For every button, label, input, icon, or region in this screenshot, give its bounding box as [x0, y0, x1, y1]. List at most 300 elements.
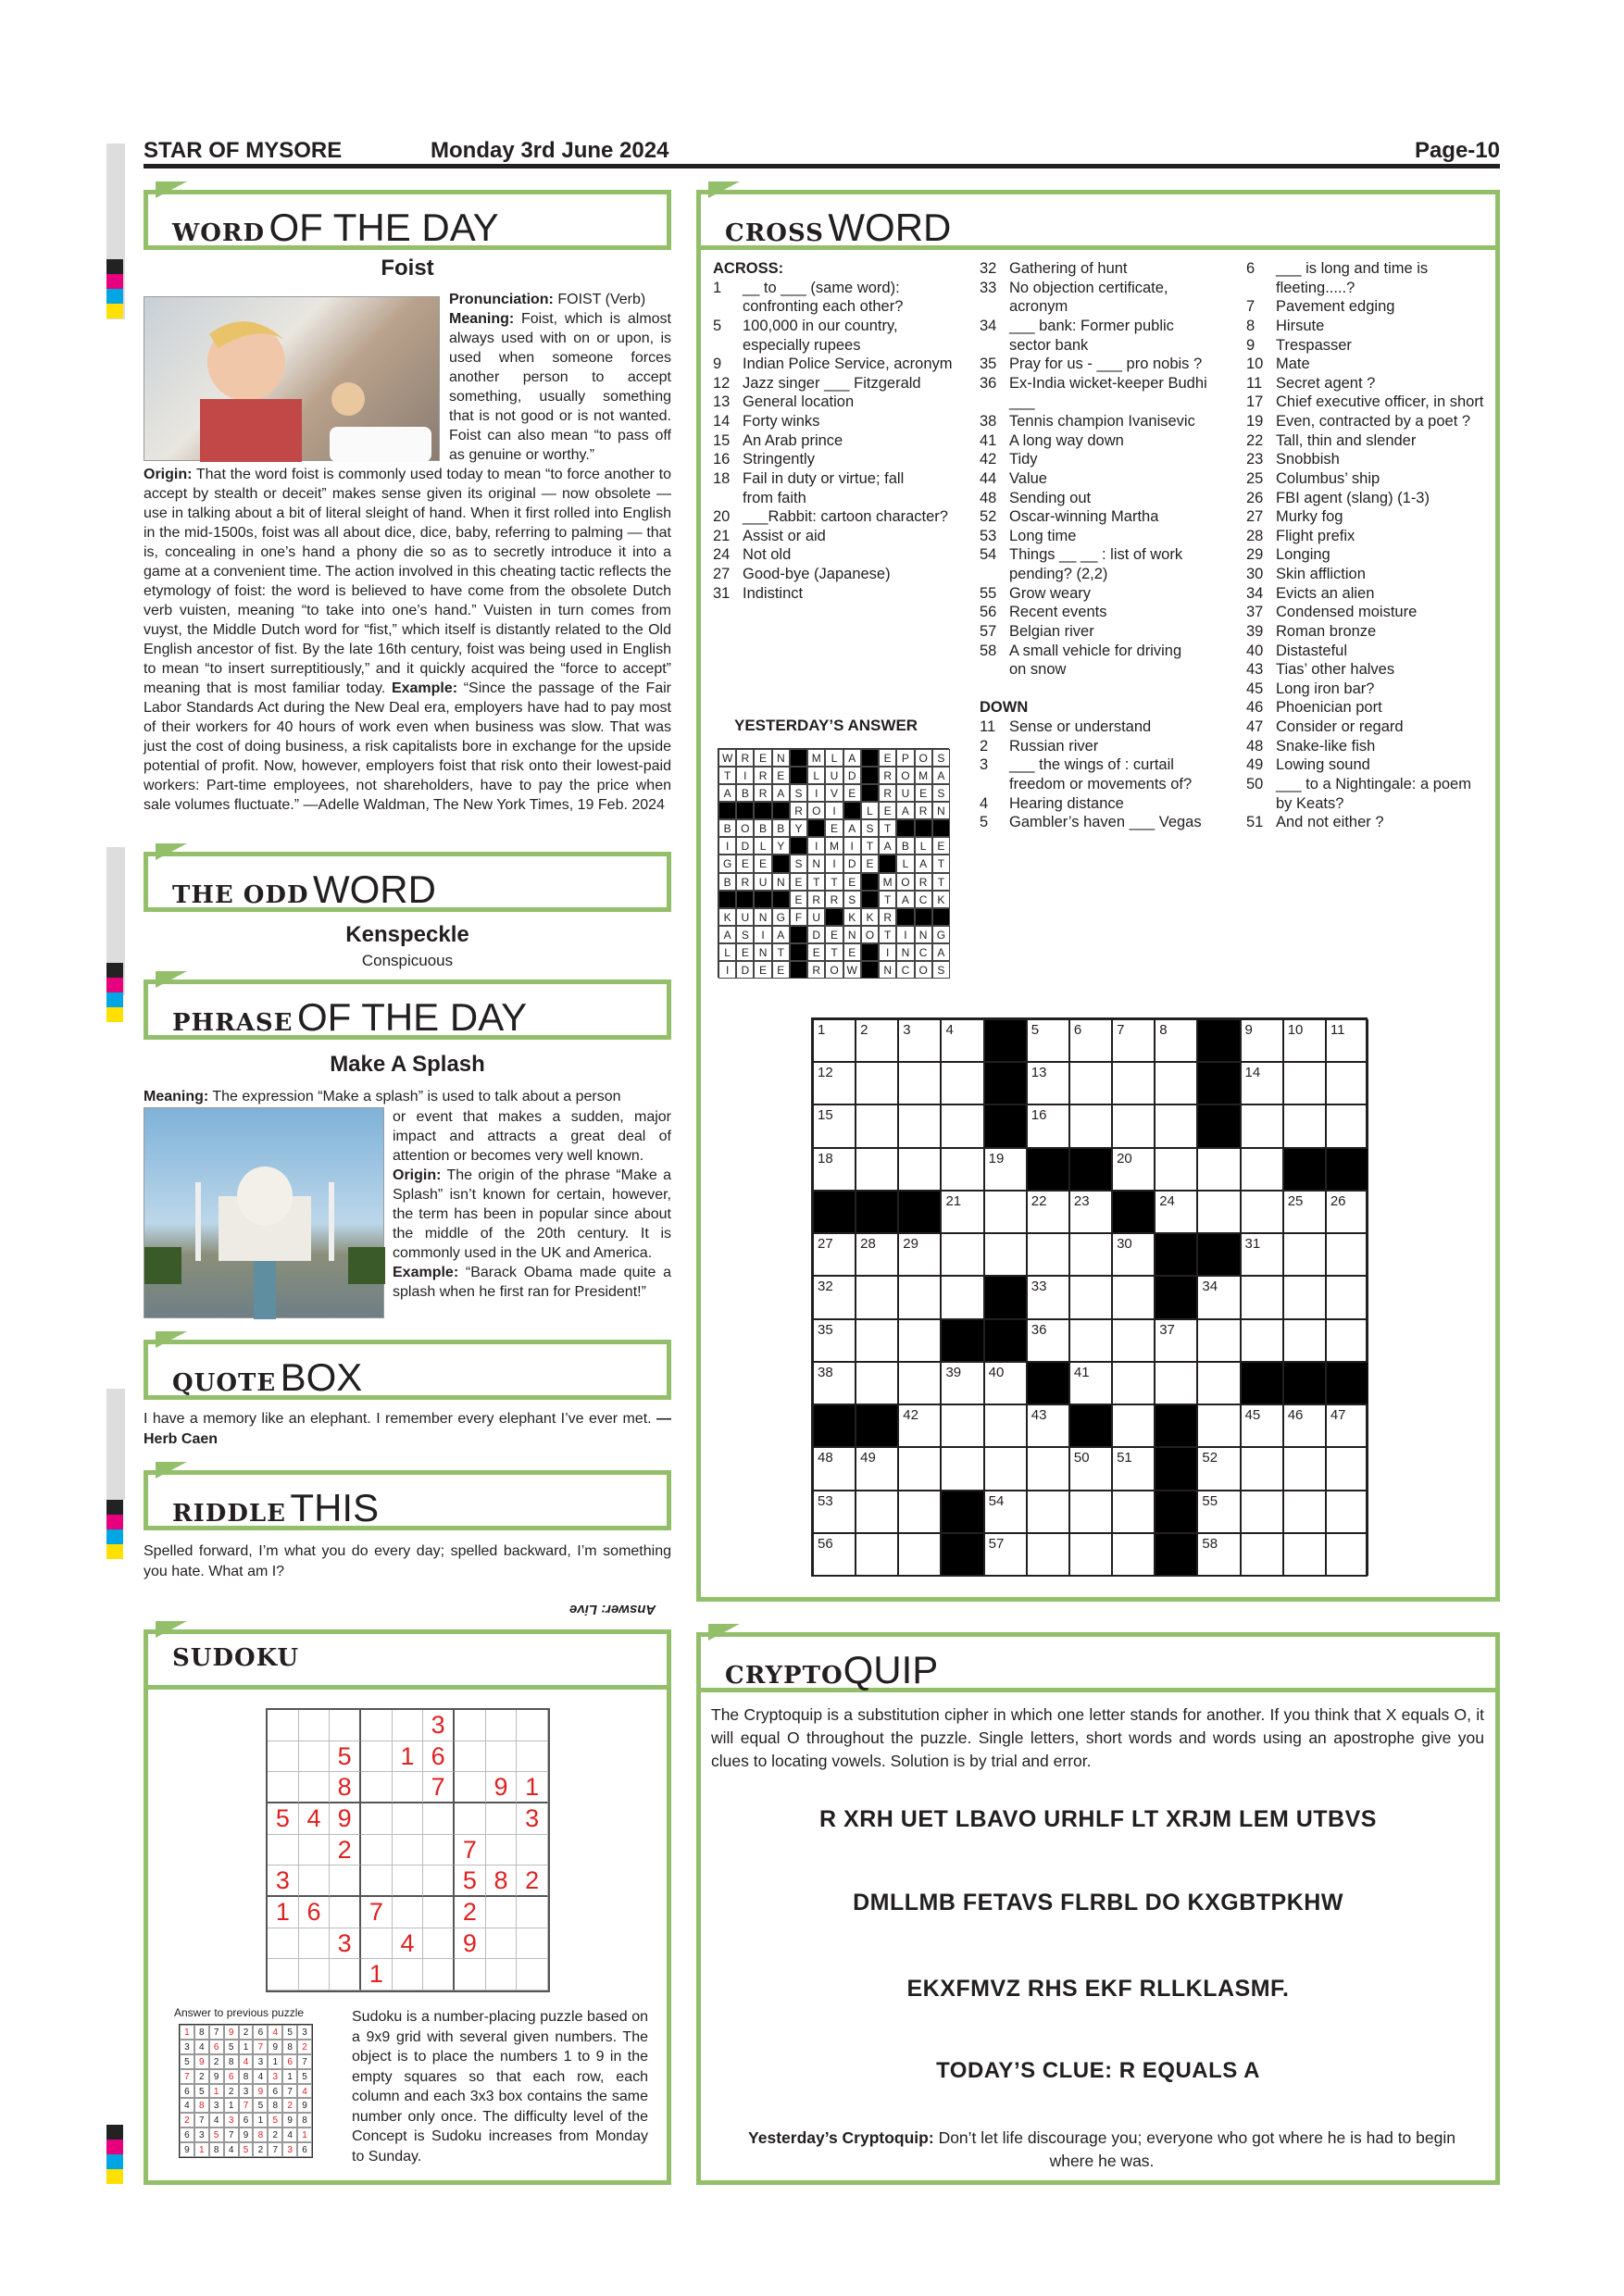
crossword-cell[interactable]: 55 — [1197, 1491, 1240, 1533]
yesterday-cell: S — [932, 961, 950, 979]
clue: 1 __ to ___ (same word): — [713, 279, 900, 296]
crossword-cell[interactable] — [1112, 1362, 1155, 1404]
crossword-cell[interactable]: 51 — [1112, 1447, 1155, 1490]
sudoku-cell[interactable] — [361, 1772, 393, 1803]
yesterday-cell: N — [807, 855, 825, 872]
crossword-cell[interactable] — [1326, 1104, 1368, 1147]
yesterday-cell: T — [932, 873, 950, 891]
crossword-cell[interactable]: 10 — [1283, 1019, 1326, 1062]
crossword-cell[interactable]: 32 — [813, 1276, 856, 1318]
sudoku-cell[interactable]: 2 — [455, 1897, 486, 1928]
sudoku-cell[interactable] — [393, 1772, 424, 1803]
crossword-cell[interactable]: 43 — [1027, 1404, 1069, 1447]
crossword-cell[interactable] — [1069, 1104, 1112, 1147]
crossword-cell[interactable] — [1197, 1148, 1240, 1191]
sudoku-answer-cell: 4 — [239, 2054, 254, 2069]
sudoku-answer-cell: 3 — [297, 2025, 312, 2040]
yesterday-cell — [754, 891, 771, 908]
crossword-cell[interactable] — [898, 1319, 941, 1362]
crossword-cell[interactable] — [941, 1276, 983, 1318]
yesterday-cell — [790, 943, 807, 961]
clue: 19 Even, contracted by a poet ? — [1246, 413, 1471, 430]
crossword-cell[interactable]: 21 — [941, 1191, 983, 1233]
crossword-cell[interactable] — [1197, 1362, 1240, 1404]
sudoku-cell[interactable] — [299, 1959, 331, 1990]
crossword-cell[interactable]: 11 — [1326, 1019, 1368, 1062]
sudoku-cell[interactable] — [268, 1835, 299, 1866]
yesterday-cell: I — [825, 802, 843, 819]
yesterday-cell: R — [879, 908, 896, 926]
crossword-cell[interactable]: 57 — [984, 1533, 1027, 1576]
yesterday-cell: D — [736, 837, 754, 855]
sudoku-answer-cell: 7 — [209, 2025, 224, 2040]
sudoku-cell[interactable] — [361, 1710, 393, 1741]
cryptoquip-line-1: R XRH UET LBAVO URHLF LT XRJM LEM UTBVS — [819, 1806, 1377, 1832]
sudoku-cell[interactable]: 5 — [268, 1803, 299, 1835]
crossword-cell[interactable] — [1326, 1233, 1368, 1276]
crossword-cell[interactable] — [1283, 1104, 1326, 1147]
crossword-cell[interactable]: 37 — [1155, 1319, 1197, 1362]
crossword-cell[interactable] — [1326, 1447, 1368, 1490]
crossword-cell[interactable] — [1283, 1062, 1326, 1104]
crossword-cell[interactable] — [1241, 1191, 1283, 1233]
yesterday-cell — [861, 767, 879, 784]
clue: 46 Phoenician port — [1246, 699, 1382, 717]
crossword-cell[interactable] — [1027, 1533, 1069, 1576]
crossword-cell[interactable]: 39 — [941, 1362, 983, 1404]
yesterday-cell: I — [736, 767, 754, 784]
sudoku-cell[interactable]: 3 — [330, 1928, 361, 1960]
odd-word-heading: THE ODD WORD — [144, 852, 671, 912]
registration-marks — [106, 2125, 123, 2184]
crossword-cell[interactable]: 41 — [1069, 1362, 1112, 1404]
sudoku-cell[interactable] — [423, 1897, 455, 1928]
crossword-cell[interactable] — [1241, 1148, 1283, 1191]
crossword-cell[interactable]: 9 — [1241, 1019, 1283, 1062]
sudoku-cell[interactable] — [361, 1866, 393, 1897]
sudoku-cell[interactable]: 7 — [455, 1835, 486, 1866]
crossword-cell[interactable]: 29 — [898, 1233, 941, 1276]
sudoku-cell[interactable] — [393, 1835, 424, 1866]
crossword-cell[interactable] — [1112, 1533, 1155, 1576]
sudoku-cell[interactable] — [423, 1866, 455, 1897]
sudoku-cell[interactable] — [486, 1741, 518, 1773]
crossword-cell[interactable]: 49 — [856, 1447, 898, 1490]
clue: 2 Russian river — [980, 737, 1099, 755]
crossword-cell[interactable] — [1112, 1062, 1155, 1104]
crossword-cell[interactable] — [1155, 1062, 1197, 1104]
sudoku-cell[interactable] — [517, 1741, 548, 1773]
crossword-cell[interactable] — [1326, 1276, 1368, 1318]
sudoku-answer-cell: 4 — [282, 2128, 297, 2142]
crossword-cell[interactable] — [898, 1533, 941, 1576]
sudoku-cell[interactable]: 3 — [517, 1803, 548, 1835]
sudoku-cell[interactable]: 5 — [330, 1741, 361, 1773]
crossword-cell[interactable] — [898, 1148, 941, 1191]
sudoku-answer-cell: 2 — [253, 2142, 268, 2157]
sudoku-answer-cell: 1 — [282, 2069, 297, 2084]
crossword-cell[interactable]: 3 — [898, 1019, 941, 1062]
crossword-cell[interactable] — [941, 1233, 983, 1276]
crossword-cell[interactable]: 15 — [813, 1104, 856, 1147]
sudoku-cell[interactable] — [486, 1710, 518, 1741]
sudoku-cell[interactable]: 8 — [486, 1866, 518, 1897]
sudoku-cell[interactable]: 4 — [299, 1803, 331, 1835]
sudoku-cell[interactable] — [268, 1710, 299, 1741]
yesterday-cell: T — [825, 873, 843, 891]
crossword-cell[interactable] — [898, 1447, 941, 1490]
crossword-cell[interactable]: 48 — [813, 1447, 856, 1490]
crossword-cell[interactable] — [984, 1404, 1027, 1447]
crossword-cell[interactable] — [1283, 1276, 1326, 1318]
crossword-cell[interactable] — [941, 1404, 983, 1447]
sudoku-cell[interactable]: 2 — [517, 1866, 548, 1897]
sudoku-answer-cell: 7 — [194, 2113, 209, 2128]
crossword-cell[interactable] — [898, 1104, 941, 1147]
crossword-cell[interactable]: 52 — [1197, 1447, 1240, 1490]
crossword-cell[interactable]: 36 — [1027, 1319, 1069, 1362]
sudoku-answer-cell: 8 — [194, 2025, 209, 2040]
sudoku-cell[interactable]: 3 — [268, 1866, 299, 1897]
crossword-cell[interactable] — [1155, 1104, 1197, 1147]
sudoku-answer-cell: 3 — [209, 2098, 224, 2113]
yesterday-cell: S — [736, 926, 754, 943]
crossword-cell[interactable]: 34 — [1197, 1276, 1240, 1318]
crossword-cell[interactable] — [856, 1319, 898, 1362]
crossword-cell[interactable] — [984, 1191, 1027, 1233]
sudoku-cell[interactable] — [361, 1928, 393, 1960]
sudoku-cell[interactable] — [361, 1741, 393, 1773]
crossword-cell[interactable]: 53 — [813, 1491, 856, 1533]
yesterday-cell: O — [896, 767, 914, 784]
clue: 32 Gathering of hunt — [980, 260, 1128, 277]
crossword-cell[interactable]: 13 — [1027, 1062, 1069, 1104]
yesterday-cell — [790, 749, 807, 767]
crossword-cell[interactable]: 16 — [1027, 1104, 1069, 1147]
sudoku-cell[interactable] — [455, 1710, 486, 1741]
crossword-cell[interactable] — [1155, 1362, 1197, 1404]
sudoku-cell[interactable] — [330, 1710, 361, 1741]
sudoku-cell[interactable] — [486, 1835, 518, 1866]
clue: 16 Stringently — [713, 451, 815, 468]
sudoku-cell[interactable]: 6 — [423, 1741, 455, 1773]
yesterday-cell: L — [861, 802, 879, 819]
crossword-cell[interactable]: 12 — [813, 1062, 856, 1104]
crossword-cell[interactable]: 23 — [1069, 1191, 1112, 1233]
crossword-cell[interactable] — [1283, 1447, 1326, 1490]
crossword-cell[interactable]: 5 — [1027, 1019, 1069, 1062]
crossword-cell[interactable] — [898, 1276, 941, 1318]
crossword-cell[interactable]: 58 — [1197, 1533, 1240, 1576]
crossword-block — [984, 1319, 1027, 1362]
sudoku-cell[interactable]: 8 — [330, 1772, 361, 1803]
crossword-cell[interactable]: 54 — [984, 1491, 1027, 1533]
yesterday-cell: A — [879, 837, 896, 855]
crossword-cell[interactable] — [1027, 1491, 1069, 1533]
crossword-cell[interactable] — [898, 1062, 941, 1104]
yesterday-cell: T — [879, 819, 896, 837]
yesterday-cell: E — [843, 873, 861, 891]
crossword-cell[interactable]: 50 — [1069, 1447, 1112, 1490]
crossword-block — [1155, 1233, 1197, 1276]
crossword-cell[interactable] — [856, 1533, 898, 1576]
sudoku-cell[interactable] — [455, 1772, 486, 1803]
sudoku-cell[interactable]: 9 — [330, 1803, 361, 1835]
crossword-cell[interactable]: 47 — [1326, 1404, 1368, 1447]
sudoku-cell[interactable] — [517, 1959, 548, 1990]
sudoku-cell[interactable] — [361, 1803, 393, 1835]
sudoku-cell[interactable] — [393, 1959, 424, 1990]
crossword-cell[interactable]: 20 — [1112, 1148, 1155, 1191]
crossword-cell[interactable] — [984, 1233, 1027, 1276]
sudoku-cell[interactable] — [486, 1959, 518, 1990]
crossword-cell[interactable] — [1326, 1062, 1368, 1104]
clue: 28 Flight prefix — [1246, 527, 1355, 544]
yesterday-cell: P — [896, 749, 914, 767]
sudoku-cell[interactable] — [393, 1710, 424, 1741]
crossword-cell[interactable] — [1027, 1447, 1069, 1490]
crossword-cell[interactable] — [1069, 1319, 1112, 1362]
crossword-cell[interactable]: 4 — [941, 1019, 983, 1062]
clue: 5 100,000 in our country, — [713, 317, 898, 334]
yesterday-cell: M — [825, 837, 843, 855]
sudoku-cell[interactable] — [455, 1803, 486, 1835]
sudoku-cell[interactable] — [268, 1741, 299, 1773]
clue: 24 Not old — [713, 546, 792, 564]
crossword-cell[interactable]: 27 — [813, 1233, 856, 1276]
crossword-cell[interactable] — [1326, 1491, 1368, 1533]
crossword-cell[interactable] — [1069, 1276, 1112, 1318]
clue: 58 A small vehicle for driving — [980, 642, 1182, 659]
registration-bar — [106, 1389, 125, 1500]
crossword-block — [984, 1062, 1027, 1104]
sudoku-cell[interactable]: 7 — [361, 1897, 393, 1928]
crossword-block — [1155, 1276, 1197, 1318]
crossword-cell[interactable]: 25 — [1283, 1191, 1326, 1233]
crossword-cell[interactable] — [1069, 1491, 1112, 1533]
sudoku-cell[interactable]: 2 — [330, 1835, 361, 1866]
yesterday-cell: L — [718, 943, 736, 961]
crossword-cell[interactable] — [941, 1447, 983, 1490]
crossword-cell[interactable]: 56 — [813, 1533, 856, 1576]
crossword-cell[interactable] — [1112, 1404, 1155, 1447]
sudoku-cell[interactable]: 7 — [423, 1772, 455, 1803]
sudoku-cell[interactable] — [299, 1866, 331, 1897]
sudoku-cell[interactable] — [330, 1959, 361, 1990]
registration-marks — [106, 963, 123, 1022]
crossword-cell[interactable] — [856, 1491, 898, 1533]
crossword-cell[interactable] — [1069, 1233, 1112, 1276]
sudoku-cell[interactable] — [330, 1866, 361, 1897]
crossword-cell[interactable] — [856, 1148, 898, 1191]
crossword-cell[interactable] — [856, 1276, 898, 1318]
crossword-cell[interactable] — [1241, 1533, 1283, 1576]
paper-name: STAR OF MYSORE — [144, 138, 343, 163]
sudoku-cell[interactable] — [423, 1959, 455, 1990]
sudoku-cell[interactable] — [268, 1959, 299, 1990]
crossword-cell[interactable] — [1283, 1233, 1326, 1276]
sudoku-cell[interactable] — [361, 1835, 393, 1866]
sudoku-cell[interactable] — [393, 1866, 424, 1897]
sudoku-cell[interactable] — [268, 1928, 299, 1960]
yesterday-cell: I — [896, 926, 914, 943]
sudoku-cell[interactable] — [455, 1741, 486, 1773]
crossword-cell[interactable] — [1241, 1276, 1283, 1318]
sudoku-cell[interactable]: 5 — [455, 1866, 486, 1897]
sudoku-cell[interactable] — [423, 1928, 455, 1960]
crossword-cell[interactable]: 46 — [1283, 1404, 1326, 1447]
clue: 29 Longing — [1246, 546, 1330, 564]
yesterday-cell: N — [843, 926, 861, 943]
crossword-cell[interactable] — [984, 1447, 1027, 1490]
sudoku-cell[interactable] — [517, 1897, 548, 1928]
crossword-cell[interactable] — [1326, 1319, 1368, 1362]
crossword-cell[interactable] — [1069, 1533, 1112, 1576]
crossword-cell[interactable] — [856, 1362, 898, 1404]
taj-mahal-image — [144, 1107, 384, 1318]
sudoku-cell[interactable]: 1 — [268, 1897, 299, 1928]
sudoku-cell[interactable] — [517, 1928, 548, 1960]
yesterday-cell: K — [932, 891, 950, 908]
yesterday-cell: C — [915, 891, 932, 908]
yesterday-cell: L — [807, 767, 825, 784]
sudoku-cell[interactable]: 1 — [517, 1772, 548, 1803]
crossword-cell[interactable]: 2 — [856, 1019, 898, 1062]
yesterday-cell — [772, 802, 790, 819]
sudoku-cell[interactable] — [486, 1897, 518, 1928]
yesterday-cell — [879, 855, 896, 872]
crossword-cell[interactable] — [856, 1062, 898, 1104]
crossword-cell[interactable]: 45 — [1241, 1404, 1283, 1447]
sudoku-answer-cell: 4 — [268, 2025, 282, 2040]
crossword-grid[interactable] — [811, 1017, 1368, 1577]
sudoku-cell[interactable] — [299, 1835, 331, 1866]
crossword-cell[interactable] — [1112, 1319, 1155, 1362]
crossword-cell[interactable]: 35 — [813, 1319, 856, 1362]
crossword-cell[interactable] — [1027, 1233, 1069, 1276]
crossword-cell[interactable] — [1112, 1276, 1155, 1318]
sudoku-cell[interactable] — [330, 1897, 361, 1928]
crossword-cell[interactable] — [898, 1362, 941, 1404]
crossword-cell[interactable]: 14 — [1241, 1062, 1283, 1104]
crossword-cell[interactable] — [1283, 1533, 1326, 1576]
crossword-cell[interactable] — [1155, 1148, 1197, 1191]
sudoku-cell[interactable]: 3 — [423, 1710, 455, 1741]
crossword-cell[interactable]: 22 — [1027, 1191, 1069, 1233]
yesterday-cell: M — [807, 749, 825, 767]
crossword-cell[interactable]: 19 — [984, 1148, 1027, 1191]
cryptoquip-intro: The Cryptoquip is a substitution cipher in which one letter stands for another. If you think that X equals O, it will equal O throughout the puzzle. Single letters, short words and words using an apostrophe give you clues to locating vowels. Solution is by trial and error. — [711, 1705, 1484, 1770]
crossword-cell[interactable]: 38 — [813, 1362, 856, 1404]
clue: 45 Long iron bar? — [1246, 680, 1375, 697]
crossword-cell[interactable]: 8 — [1155, 1019, 1197, 1062]
sudoku-cell[interactable] — [486, 1928, 518, 1960]
crossword-cell[interactable] — [941, 1062, 983, 1104]
sudoku-cell[interactable] — [393, 1803, 424, 1835]
phrase-body: or event that makes a sudden, major impact and attracts a great deal of attention or becomes very well known. Origin: The origin of the phrase “Make a Splash” isn’t known for certain, however, the term has been in popular since about the middle of the 20th century. It is commonly used in the UK and America. Example: “Barack Obama made quite a splash when he first ran for President!” — [393, 1109, 672, 1300]
sudoku-cell[interactable]: 1 — [361, 1959, 393, 1990]
clue: 12 Jazz singer ___ Fitzgerald — [713, 374, 921, 392]
crossword-cell[interactable] — [1241, 1491, 1283, 1533]
crossword-cell[interactable] — [1283, 1491, 1326, 1533]
yesterday-cell: W — [718, 749, 736, 767]
sudoku-cell[interactable] — [486, 1803, 518, 1835]
crossword-cell[interactable] — [1197, 1191, 1240, 1233]
sudoku-cell[interactable] — [517, 1835, 548, 1866]
crossword-cell[interactable]: 6 — [1069, 1019, 1112, 1062]
crossword-cell[interactable] — [856, 1104, 898, 1147]
crossword-cell[interactable]: 7 — [1112, 1019, 1155, 1062]
sudoku-cell[interactable]: 9 — [486, 1772, 518, 1803]
sudoku-grid[interactable] — [266, 1708, 550, 1992]
crossword-cell[interactable]: 31 — [1241, 1233, 1283, 1276]
crossword-cell[interactable] — [1283, 1319, 1326, 1362]
crossword-cell[interactable]: 42 — [898, 1404, 941, 1447]
sudoku-cell[interactable] — [517, 1710, 548, 1741]
sudoku-cell[interactable] — [299, 1772, 331, 1803]
sudoku-answer-cell: 3 — [194, 2128, 209, 2142]
crossword-cell[interactable] — [898, 1491, 941, 1533]
crossword-cell[interactable]: 33 — [1027, 1276, 1069, 1318]
crossword-cell[interactable] — [1112, 1491, 1155, 1533]
crossword-cell[interactable] — [1326, 1533, 1368, 1576]
yesterday-cell: E — [879, 802, 896, 819]
yesterday-cell: R — [736, 749, 754, 767]
boy-eating-image — [144, 296, 440, 461]
sudoku-answer-cell: 1 — [239, 2040, 254, 2054]
sudoku-cell[interactable] — [299, 1928, 331, 1960]
sudoku-cell[interactable]: 1 — [393, 1741, 424, 1773]
crossword-block — [856, 1404, 898, 1447]
crossword-cell[interactable] — [1069, 1062, 1112, 1104]
yesterday-cell: U — [896, 784, 914, 802]
crossword-cell[interactable] — [941, 1148, 983, 1191]
sudoku-answer-label: Answer to previous puzzle — [174, 2006, 305, 2019]
sudoku-cell[interactable]: 6 — [299, 1897, 331, 1928]
sudoku-cell[interactable]: 4 — [393, 1928, 424, 1960]
crossword-cell[interactable]: 40 — [984, 1362, 1027, 1404]
crossword-cell[interactable] — [1197, 1404, 1240, 1447]
sudoku-cell[interactable] — [423, 1835, 455, 1866]
yesterday-cell: E — [879, 749, 896, 767]
registration-marks — [106, 259, 123, 318]
crossword-cell[interactable] — [1241, 1447, 1283, 1490]
clue: 38 Tennis champion Ivanisevic — [980, 413, 1195, 430]
yesterday-cell: A — [932, 767, 950, 784]
sudoku-cell[interactable] — [299, 1710, 331, 1741]
crossword-cell[interactable]: 30 — [1112, 1233, 1155, 1276]
sudoku-cell[interactable] — [423, 1803, 455, 1835]
sudoku-cell[interactable] — [455, 1959, 486, 1990]
crossword-cell[interactable] — [1112, 1104, 1155, 1147]
crossword-cell[interactable]: 28 — [856, 1233, 898, 1276]
sudoku-answer-cell: 9 — [194, 2054, 209, 2069]
crossword-cell[interactable]: 26 — [1326, 1191, 1368, 1233]
crossword-cell[interactable]: 24 — [1155, 1191, 1197, 1233]
sudoku-cell[interactable]: 9 — [455, 1928, 486, 1960]
crossword-cell[interactable] — [1197, 1319, 1240, 1362]
sudoku-answer-cell: 6 — [180, 2084, 194, 2099]
crossword-cell[interactable]: 1 — [813, 1019, 856, 1062]
crossword-cell[interactable]: 18 — [813, 1148, 856, 1191]
phrase-heading: PHRASE OF THE DAY — [144, 980, 671, 1040]
sudoku-cell[interactable] — [299, 1741, 331, 1773]
sudoku-cell[interactable] — [268, 1772, 299, 1803]
crossword-cell[interactable] — [1241, 1319, 1283, 1362]
sudoku-cell[interactable] — [393, 1897, 424, 1928]
crossword-cell[interactable] — [941, 1104, 983, 1147]
crossword-cell[interactable] — [1241, 1104, 1283, 1147]
